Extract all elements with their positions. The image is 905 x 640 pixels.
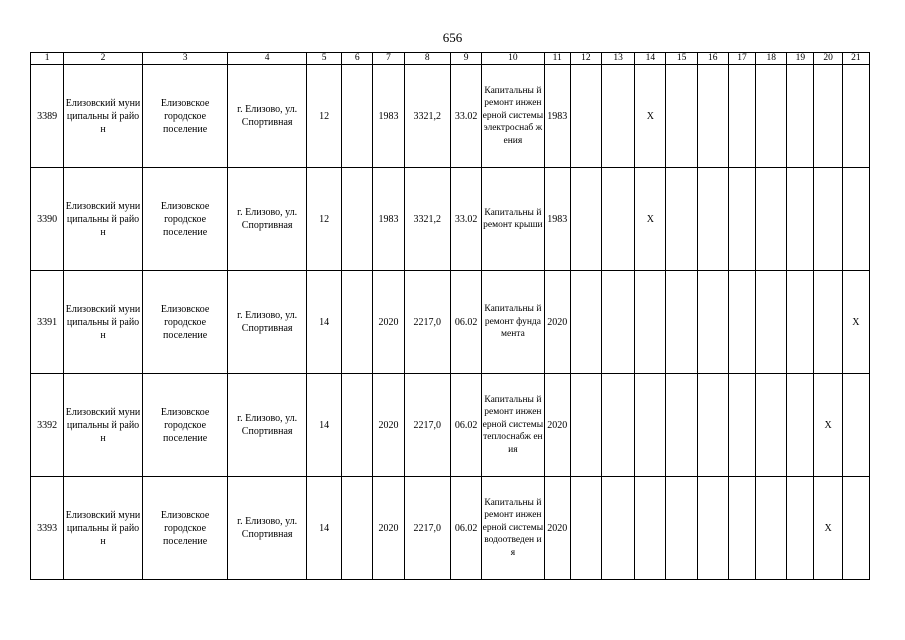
col-21-cell [842,65,869,168]
code-cell: 06.02 [450,271,481,374]
col-19-cell [787,477,814,580]
table-row [31,271,870,374]
col-18-cell [756,477,787,580]
code-cell: 33.02 [450,168,481,271]
col-6-cell [342,477,373,580]
municipal-district-cell: Елизовский муниципальны й район [64,168,143,271]
year-cell: 2020 [373,477,404,580]
column-number-8: 8 [404,53,450,65]
col-16-cell [697,477,728,580]
year-cell: 2020 [373,374,404,477]
area-cell: 3321,2 [404,65,450,168]
col-16-cell [697,65,728,168]
col-20-cell [814,65,842,168]
settlement-cell: Елизовское городское поселение [142,168,228,271]
address-cell: г. Елизово, ул. Спортивная [228,374,307,477]
col-16-cell [697,374,728,477]
col-18-cell [756,271,787,374]
col-12-cell [570,168,601,271]
col-14-cell [635,477,666,580]
area-cell: 2217,0 [404,374,450,477]
col-16-cell [697,271,728,374]
col-20-cell: X [814,477,842,580]
area-cell: 2217,0 [404,271,450,374]
col-15-cell [666,271,697,374]
table-row [31,168,870,271]
col-6-cell [342,168,373,271]
column-number-17: 17 [728,53,755,65]
year-cell: 2020 [544,477,570,580]
column-number-14: 14 [635,53,666,65]
work-type-cell: Капитальны й ремонт инженерной системы электроснаб жения [482,65,544,168]
col-13-cell [602,168,635,271]
work-type-cell: Капитальны й ремонт крыши [482,168,544,271]
column-number-3: 3 [142,53,228,65]
column-number-4: 4 [228,53,307,65]
col-18-cell [756,65,787,168]
record-number-cell: 3393 [31,477,64,580]
settlement-cell: Елизовское городское поселение [142,65,228,168]
col-17-cell [728,168,755,271]
address-cell: г. Елизово, ул. Спортивная [228,168,307,271]
col-12-cell [570,374,601,477]
record-number-cell: 3389 [31,65,64,168]
col-21-cell [842,374,869,477]
column-number-row [31,53,870,65]
col-20-cell [814,168,842,271]
col-21-cell [842,477,869,580]
column-number-2: 2 [64,53,143,65]
col-13-cell [602,374,635,477]
col-17-cell [728,271,755,374]
col-15-cell [666,477,697,580]
col-19-cell [787,374,814,477]
column-number-6: 6 [342,53,373,65]
house-number-cell: 14 [306,374,341,477]
col-17-cell [728,374,755,477]
work-type-cell: Капитальны й ремонт инженерной системы водоотведен ия [482,477,544,580]
col-12-cell [570,271,601,374]
col-16-cell [697,168,728,271]
column-number-11: 11 [544,53,570,65]
house-number-cell: 14 [306,477,341,580]
year-cell: 1983 [373,168,404,271]
address-cell: г. Елизово, ул. Спортивная [228,65,307,168]
municipal-district-cell: Елизовский муниципальны й район [64,477,143,580]
col-6-cell [342,374,373,477]
col-21-cell: X [842,271,869,374]
municipal-district-cell: Елизовский муниципальны й район [64,65,143,168]
column-number-7: 7 [373,53,404,65]
column-number-10: 10 [482,53,544,65]
col-19-cell [787,168,814,271]
code-cell: 33.02 [450,65,481,168]
col-6-cell [342,65,373,168]
col-13-cell [602,477,635,580]
area-cell: 3321,2 [404,168,450,271]
settlement-cell: Елизовское городское поселение [142,477,228,580]
municipal-district-cell: Елизовский муниципальны й район [64,374,143,477]
settlement-cell: Елизовское городское поселение [142,374,228,477]
col-20-cell: X [814,374,842,477]
col-14-cell: X [635,65,666,168]
record-number-cell: 3391 [31,271,64,374]
col-21-cell [842,168,869,271]
col-6-cell [342,271,373,374]
col-15-cell [666,168,697,271]
col-15-cell [666,65,697,168]
column-number-1: 1 [31,53,64,65]
col-14-cell [635,271,666,374]
col-18-cell [756,168,787,271]
register-table [30,52,870,580]
work-type-cell: Капитальны й ремонт фундамента [482,271,544,374]
year-cell: 2020 [373,271,404,374]
code-cell: 06.02 [450,477,481,580]
year-cell: 1983 [373,65,404,168]
col-13-cell [602,65,635,168]
column-number-18: 18 [756,53,787,65]
year-cell: 2020 [544,374,570,477]
col-17-cell [728,477,755,580]
column-number-15: 15 [666,53,697,65]
column-number-5: 5 [306,53,341,65]
col-13-cell [602,271,635,374]
col-14-cell: X [635,168,666,271]
record-number-cell: 3392 [31,374,64,477]
page-number: 656 [442,30,463,45]
address-cell: г. Елизово, ул. Спортивная [228,477,307,580]
work-type-cell: Капитальны й ремонт инженерной системы теплоснабж ения [482,374,544,477]
year-cell: 1983 [544,168,570,271]
column-number-19: 19 [787,53,814,65]
code-cell: 06.02 [450,374,481,477]
col-12-cell [570,65,601,168]
table-row [31,65,870,168]
municipal-district-cell: Елизовский муниципальны й район [64,271,143,374]
col-18-cell [756,374,787,477]
settlement-cell: Елизовское городское поселение [142,271,228,374]
area-cell: 2217,0 [404,477,450,580]
year-cell: 1983 [544,65,570,168]
address-cell: г. Елизово, ул. Спортивная [228,271,307,374]
col-12-cell [570,477,601,580]
col-19-cell [787,65,814,168]
record-number-cell: 3390 [31,168,64,271]
column-number-21: 21 [842,53,869,65]
table-row [31,477,870,580]
col-19-cell [787,271,814,374]
column-number-16: 16 [697,53,728,65]
col-20-cell [814,271,842,374]
house-number-cell: 14 [306,271,341,374]
col-17-cell [728,65,755,168]
col-14-cell [635,374,666,477]
table-row [31,374,870,477]
house-number-cell: 12 [306,65,341,168]
column-number-12: 12 [570,53,601,65]
column-number-20: 20 [814,53,842,65]
column-number-9: 9 [450,53,481,65]
year-cell: 2020 [544,271,570,374]
column-number-13: 13 [602,53,635,65]
col-15-cell [666,374,697,477]
house-number-cell: 12 [306,168,341,271]
